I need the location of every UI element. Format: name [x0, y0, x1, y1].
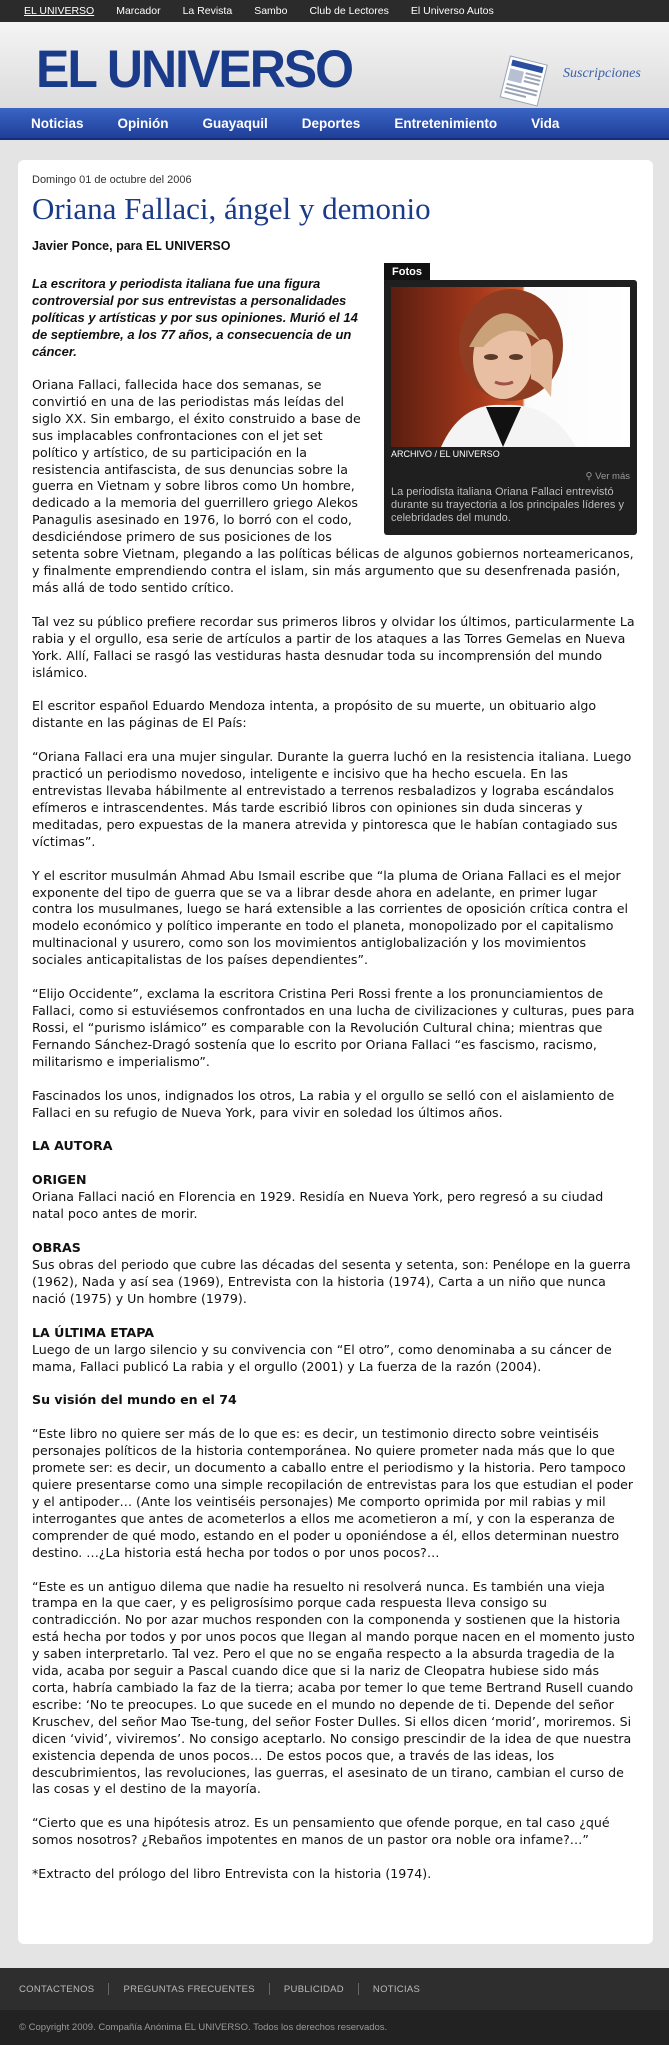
photo-tab[interactable]: Fotos	[384, 263, 430, 280]
photo-gallery	[384, 260, 637, 535]
article-paragraph: El escritor español Eduardo Mendoza intenta, a propósito de su muerte, un obituario algo distante en las páginas de El País:	[32, 698, 597, 731]
photo-caption: La periodista italiana Oriana Fallaci entrevistó durante su trayectoria a los principales líderes y celebridades del mundo.	[391, 486, 624, 524]
section-heading-vision: Su visión del mundo en el 74	[32, 1392, 237, 1408]
copyright-notice: © Copyright 2009. Compañía Anónima EL UNIVERSO. Todos los derechos reservados.	[0, 2010, 669, 2045]
see-more-label: Ver más	[595, 471, 630, 482]
article-paragraph: Tal vez su público prefiere recordar sus primeros libros y olvidar los últimos, particularmente La rabia y el orgullo, esa serie de artículos a partir de los ataques a las Torres Gemelas en Nueva York. Allí, Fallaci se rasgó las vestiduras hasta desnudar toda su incomprensión del mundo islámico.	[32, 613, 635, 680]
nav-item-entretenimiento[interactable]: Entretenimiento	[394, 115, 498, 131]
article-dateline: Domingo 01 de octubre del 2006	[32, 174, 192, 186]
article-paragraph: “Elijo Occidente”, exclama la escritora Cristina Peri Rossi frente a los pronunciamientos de Fallaci, como si estuviésemos confrontados en una lucha de civilizaciones y culturas, pues para Rossi, el “purismo islámico” es comparable con la Revolución Cultural china; mientras que Fernando Sánchez-Dragó sostenía que lo escrito por Oriana Fallaci “es fascismo, racismo, militarismo e imperialismo”.	[32, 986, 635, 1069]
vision-paragraph: “Este libro no quiere ser más de lo que es: es decir, un testimonio directo sobre veintiséis personajes políticos de la historia contemporánea. No quiere prometer nada más que lo que promete ser: es decir, un documento a caballo entre el periodismo y la historia. Pero tampoco quiere presentarse como una simple recopilación de entrevistas para los que estudian el poder y el antipoder… (Ante los veintiséis personajes) Me comporto oprimida por mil rabias y mil interrogantes que antes de acometerlos a ellos me acometieron a mí, y con la esperanza de comprender de qué modo, estando en el poder u oponiéndose a él, ellos determinan nuestro destino. …¿La historia está hecha por todos o por unos pocos?…	[32, 1426, 634, 1560]
vision-paragraph: “Este es un antiguo dilema que nadie ha resuelto ni resolverá nunca. Es también una vieja trampa en la que caer, y es peligrosísimo porque cada respuesta lleva consigo su contradicción. No por azar muchos responden con la componenda y sostienen que la historia está hecha por todos y por unos pocos que llegan al mando porque nacen en el momento justo y saben interpretarlo. Tal vez. Pero el que no se engaña respecto a la absurda tragedia de la vida, acaba por seguir a Pascal cuando dice que si la nariz de Cleopatra hubiese sido más corta, habría cambiado la faz de la tierra; acaba por temer lo que teme Bertrand Rusell cuando escribe: ‘No te preocupes. Lo que sucede en el mundo no depende de ti. Depende del señor Kruschev, del señor Mao Tse-tung, del señor Foster Dulles. Si ellos dicen ‘morid’, moriremos. Si dicen ‘vivid’, viviremos’. No consigo aceptarlo. No consigo prescindir de la idea de que nuestra existencia dependa de unos pocos… De estos pocos que, a través de las ideas, los descubrimientos, las revoluciones, las guerras, el asesinato de un tirano, cambian el curso de las cosas y el destino de la mayoría.	[32, 1578, 635, 1797]
etapa-text: Luego de un largo silencio y su convivencia con “El otro”, como denominaba a su cáncer de mama, Fallaci publicó La rabia y el orgullo (2001) y La fuerza de la razón (2004).	[32, 1341, 612, 1374]
footer-links	[0, 1968, 669, 2010]
footer-link-publicidad[interactable]: PUBLICIDAD	[283, 1983, 344, 1995]
footer-divider	[108, 1983, 109, 1995]
article-quote: “Oriana Fallaci era una mujer singular. Durante la guerra luchó en la resistencia italiana. Luego practicó un periodismo novedoso, inteligente e incisivo que ha hecho escuela. En las entrevistas llevaba hábilmente al entrevistado a terrenos resbaladizos y lograba escándalos efímeros e intrascendentes. Más tarde escribió libros con opiniones sin duda sinceras y meditadas, pero expuestas de la manera atrevida y pintoresca que le habían contagiado sus víctimas”.	[32, 749, 632, 849]
footer-divider	[358, 1983, 359, 1995]
extract-note: *Extracto del prólogo del libro Entrevista con la historia (1974).	[32, 1866, 432, 1882]
site-logo[interactable]: EL UNIVERSO	[36, 39, 353, 99]
main-nav	[0, 108, 669, 140]
footer-link-contactenos[interactable]: CONTACTENOS	[19, 1983, 95, 1995]
footer-link-noticias[interactable]: NOTICIAS	[372, 1983, 421, 1995]
article-quote: Y el escritor musulmán Ahmad Abu Ismail escribe que “la pluma de Oriana Fallaci es el mejor exponente del tipo de guerra que se va a librar desde ahora en adelante, en primer lugar contra los musulmanes, luego se hará extensible a las corrientes de oposición crítica contra el modelo económico y político imperante en todo el planeta, monopolizado por el capitalismo multinacional y usurero, como son los movimientos antiglobalización y los movimientos sociales anticapitalistas de los países dependientes”.	[32, 867, 629, 968]
site-header	[0, 22, 669, 108]
section-heading-obras: OBRAS	[32, 1240, 81, 1256]
nav-item-guayaquil[interactable]: Guayaquil	[202, 115, 268, 131]
section-heading-ultima-etapa: LA ÚLTIMA ETAPA	[32, 1324, 155, 1340]
newspaper-icon[interactable]	[496, 52, 552, 108]
nav-item-vida[interactable]: Vida	[531, 115, 560, 131]
article-body	[32, 377, 639, 1883]
photo-panel	[384, 280, 637, 535]
see-more-link[interactable]	[391, 471, 630, 482]
topbar-link-club-de-lectores[interactable]: Club de Lectores	[309, 5, 389, 17]
topbar-link-la-revista[interactable]: La Revista	[182, 5, 233, 17]
topbar-link-el-universo[interactable]: EL UNIVERSO	[24, 5, 95, 17]
article-lead: La escritora y periodista italiana fue una figura controversial por sus entrevistas a personalidades políticas y artísticas y por sus opiniones. Murió el 14 de septiembre, a los 77 años, a consecuencia de un cáncer.	[32, 276, 358, 359]
article-title: Oriana Fallaci, ángel y demonio	[32, 191, 431, 226]
vision-paragraph: “Cierto que es una hipótesis atroz. Es un pensamiento que ofende porque, en tal caso ¿qué somos nosotros? ¿Rebaños impotentes en manos de un pastor ora noble ora infame?…”	[32, 1815, 610, 1848]
section-heading-autora: LA AUTORA	[32, 1138, 113, 1154]
nav-item-deportes[interactable]: Deportes	[301, 115, 361, 131]
article-byline: Javier Ponce, para EL UNIVERSO	[32, 239, 231, 253]
photo-credit: ARCHIVO / EL UNIVERSO	[391, 449, 500, 459]
footer-link-preguntas-frecuentes[interactable]: PREGUNTAS FRECUENTES	[123, 1983, 255, 1995]
subscriptions-link[interactable]: Suscripciones	[563, 66, 641, 81]
footer-divider	[269, 1983, 270, 1995]
nav-item-opinion[interactable]: Opinión	[117, 115, 169, 131]
article-paragraph: Fascinados los unos, indignados los otros, La rabia y el orgullo se selló con el aislamiento de Fallaci en su refugio de Nueva York, para vivir en soledad los últimos años.	[32, 1087, 615, 1120]
section-heading-origen: ORIGEN	[32, 1172, 87, 1188]
obras-text: Sus obras del periodo que cubre las décadas del sesenta y setenta, son: Penélope en la guerra (1962), Nada y así sea (1969), Entrevista con la historia (1974), Carta a un niño que nunca nació (1975) y Un hombre (1979).	[32, 1256, 631, 1306]
article-container	[18, 160, 653, 1944]
origen-text: Oriana Fallaci nació en Florencia en 1929. Residía en Nueva York, pero regresó a su ciudad natal poco antes de morir.	[32, 1189, 604, 1222]
article-photo[interactable]	[391, 287, 630, 447]
nav-item-noticias[interactable]: Noticias	[31, 115, 84, 131]
topbar-link-sambo[interactable]: Sambo	[254, 5, 288, 17]
topbar-link-el-universo-autos[interactable]: El Universo Autos	[410, 5, 494, 17]
top-bar	[0, 0, 669, 22]
magnifier-icon: ⚲	[585, 471, 593, 482]
topbar-link-marcador[interactable]: Marcador	[116, 5, 161, 17]
article-paragraph: Oriana Fallaci, fallecida hace dos semanas, se convirtió en una de las periodistas más leídas del siglo XX. Sin embargo, el éxito construido a base de sus implacables confrontaciones con el jet set político y artístico, de su participación en la resistencia antifascista, de sus denuncias sobre la guerra en Vietnam y sobre libros como Un hombre, dedicado a la memoria del guerrillero griego Alekos Panagulis asesinado en 1976, lo borró con el codo, desdiciéndose primero de sus posiciones de los setenta sobre Vietnam, plegando a las políticas bélicas de algunos gobiernos norteamericanos, y finalmente emprendiendo contra el islam, sin más argumento que su desenfrenada pasión, más allá de todo sentido crítico.	[32, 377, 634, 595]
